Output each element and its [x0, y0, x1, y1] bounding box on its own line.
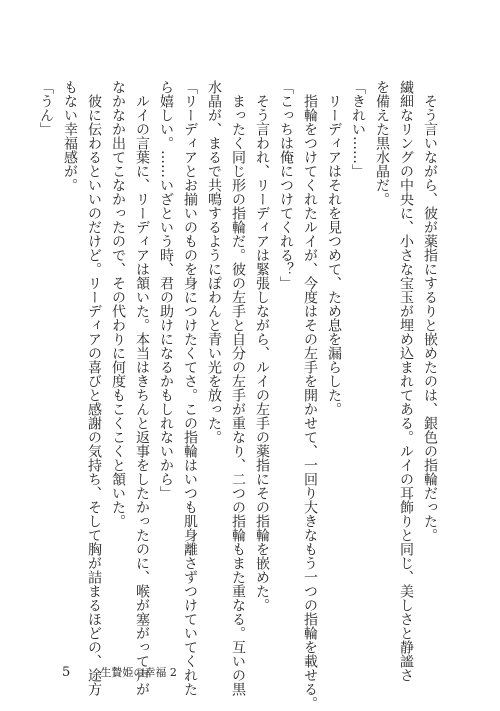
text-line: まったく同じ形の指輪だ。彼の左手と自分の左手が重なり、二つの指輪もまた重なる。互いの黒: [230, 80, 246, 696]
text-line: そう言われ、リーディアは緊張しながら、ルイの左手の薬指にその指輪を嵌めた。: [254, 80, 270, 612]
text-line: ら嬉しい。……いざという時、君の助けになるかもしれないから」: [158, 80, 174, 500]
text-line: 彼に伝わるといいのだけど。リーディアの喜びと感謝の気持ち、そして胸が詰まるほどの、途方: [86, 80, 102, 696]
text-line: そう言いながら、彼が薬指にするりと嵌めたのは、銀色の指輪だった。: [422, 80, 438, 542]
text-line: 「きれい……」: [350, 80, 366, 178]
text-line: なかなか出てこなかったので、その代わりに何度もこくこくと頷いた。: [110, 80, 126, 528]
text-line: リーディアはそれを見つめて、ため息を漏らした。: [326, 80, 342, 416]
text-line: を備えた黒水晶だ。: [374, 80, 390, 206]
text-line: ルイの言葉に、リーディアは頷いた。本当はきちんと返事をしたかったのに、喉が塞がって声が: [134, 80, 150, 696]
text-line: 水晶が、まるで共鳴するようにぽわんと青い光を放った。: [206, 80, 222, 444]
text-line: もない幸福感が。: [62, 80, 78, 192]
text-line: 指輪をつけてくれたルイが、今度はその左手を開かせて、一回り大きなもう一つの指輪を載せる。: [302, 80, 318, 710]
text-line: 「うん」: [38, 80, 54, 136]
page-number: 5: [62, 665, 71, 680]
page-footer: [62, 664, 177, 680]
running-title: 生贄姫の幸福 2: [100, 666, 177, 679]
text-line: 「リーディアとお揃いのものを身につけたくてさ。この指輪はいつも肌身離さずつけていてくれた: [182, 80, 198, 696]
text-line: 「こっちは俺につけてくれる？」: [278, 80, 294, 290]
text-line: 繊細なリングの中央に、小さな宝玉が埋め込まれてある。ルイの耳飾りと同じ、美しさと静謐さ: [398, 80, 414, 682]
